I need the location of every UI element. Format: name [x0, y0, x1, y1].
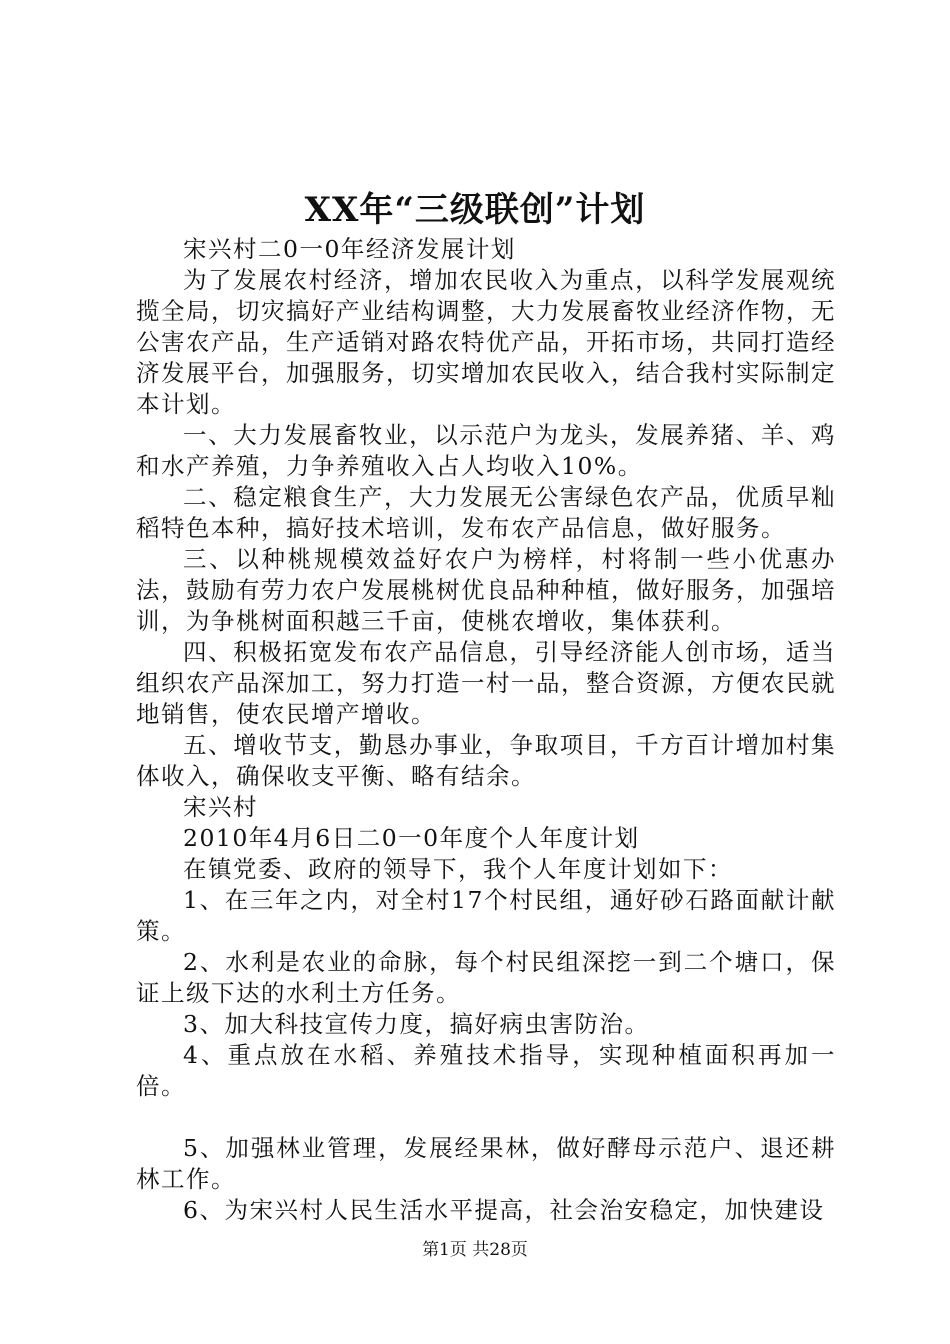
paragraph: 2、水利是农业的命脉，每个村民组深挖一到二个塘口，保证上级下达的水利土方任务。	[136, 948, 836, 1007]
paragraph: 3、加大科技宣传力度，搞好病虫害防治。	[183, 1010, 650, 1038]
paragraph: 四、积极拓宽发布农产品信息，引导经济能人创市场，适当组织农产品深加工，努力打造一村一品，整合资源，方便农民就地销售，使农民增产增收。	[136, 638, 836, 728]
page-number: 第1页 共28页	[422, 1240, 528, 1260]
paragraph: 为了发展农村经济，增加农民收入为重点，以科学发展观统揽全局，切灾搞好产业结构调整，大力发展畜牧业经济作物，无公害农产品，生产适销对路农特优产品，开拓市场，共同打造经济发展平台，加强服务，切实增加农民收入，结合我村实际制定本计划。	[136, 266, 836, 418]
paragraph: 宋兴村	[183, 793, 258, 821]
paragraph: 二、稳定粮食生产，大力发展无公害绿色农产品，优质早籼稻特色本种，搞好技术培训，发布农产品信息，做好服务。	[136, 483, 836, 542]
paragraph: 4、重点放在水稻、养殖技术指导，实现种植面积再加一倍。	[136, 1041, 836, 1100]
paragraph: 五、增收节支，勤恳办事业，争取项目，千方百计增加村集体收入，确保收支平衡、略有结余。	[136, 731, 836, 790]
paragraph: 6、为宋兴村人民生活水平提高，社会治安稳定，加快建设	[183, 1196, 825, 1224]
paragraph: 三、以种桃规模效益好农户为榜样，村将制一些小优惠办法，鼓励有劳力农户发展桃树优良品种种植，做好服务，加强培训，为争桃树面积越三千亩，使桃农增收，集体获利。	[136, 545, 836, 635]
paragraph: 在镇党委、政府的领导下，我个人年度计划如下：	[183, 855, 733, 883]
paragraph: 一、大力发展畜牧业，以示范户为龙头，发展养猪、羊、鸡和水产养殖，力争养殖收入占人均收入10%。	[136, 421, 836, 480]
paragraph: 5、加强林业管理，发展经果林，做好酵母示范户、退还耕林工作。	[136, 1134, 836, 1193]
document-title: XX年“三级联创”计划	[304, 190, 646, 230]
paragraph: 宋兴村二0一0年经济发展计划	[183, 235, 516, 263]
paragraph: 1、在三年之内，对全村17个村民组，通好砂石路面献计献策。	[136, 886, 836, 945]
document-body	[136, 234, 836, 1226]
paragraph: 2010年4月6日二0一0年度个人年度计划	[183, 824, 640, 852]
blank-line	[136, 1102, 836, 1133]
